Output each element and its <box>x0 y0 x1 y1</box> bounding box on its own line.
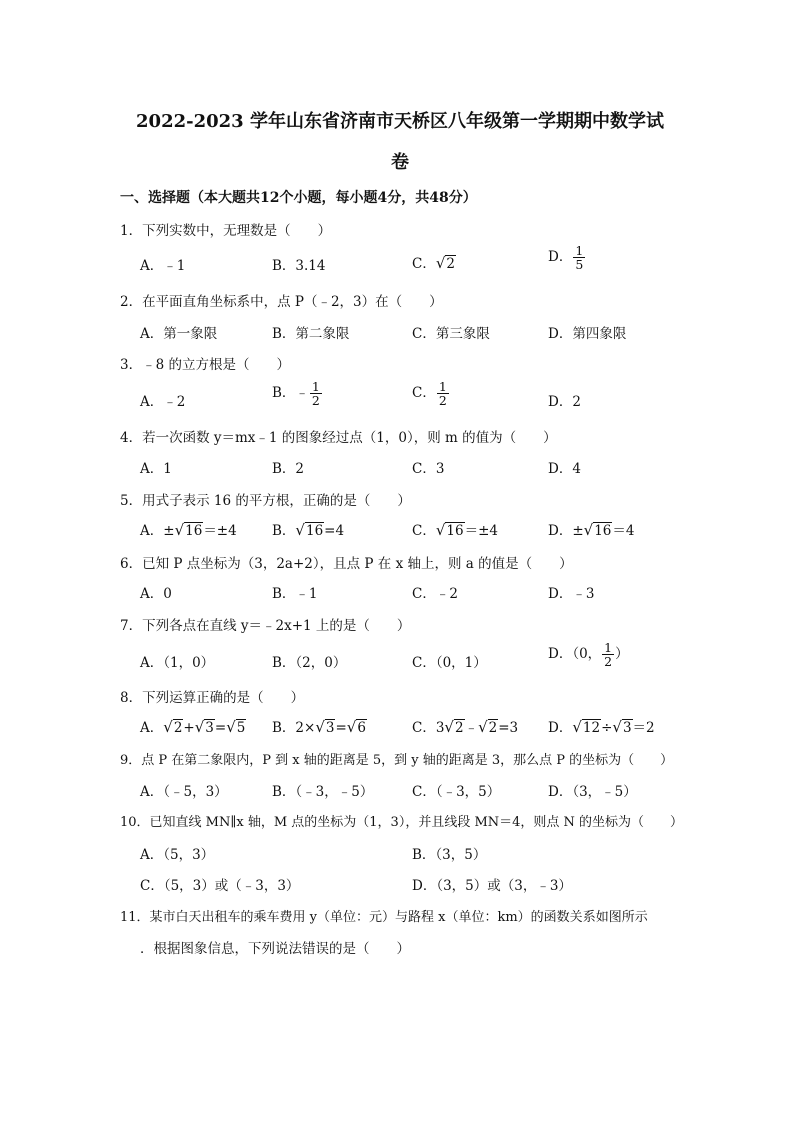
sqrt-symbol: √3 <box>315 718 335 736</box>
question-3: 3．﹣8 的立方根是（ ） <box>120 357 290 373</box>
sqrt-symbol: √2 <box>444 718 464 736</box>
q1-option-c: C．√2 <box>412 254 455 272</box>
q3-option-b: B．﹣ $\frac{1}{2}$ <box>272 379 320 409</box>
q6-option-a: A．0 <box>140 586 172 602</box>
question-8: 8．下列运算正确的是（ ） <box>120 690 305 706</box>
sqrt-symbol: √12 <box>572 718 601 736</box>
question-9: 9．点 P 在第二象限内，P 到 x 轴的距离是 5，到 y 轴的距离是 3，那么点 P 的坐标为（ ） <box>120 753 674 768</box>
q9-option-b: B．（﹣3，﹣5） <box>272 784 374 800</box>
page-title: 2022-2023 学年山东省济南市天桥区八年级第一学期期中数学试 <box>136 111 664 132</box>
question-10: 10．已知直线 MN∥x 轴，M 点的坐标为（1，3），并且线段 MN＝4，则点 N 的坐标为（ ） <box>120 815 684 830</box>
q8-option-b: B．2×√3=√6 <box>272 718 366 736</box>
sqrt-symbol: √16 <box>295 521 324 539</box>
q4-option-c: C．3 <box>412 461 445 477</box>
q7-option-d: D．（0， $\frac{1}{2}$ ） <box>548 640 629 670</box>
q7-option-b: B．（2，0） <box>272 655 347 671</box>
q6-option-c: C．﹣2 <box>412 586 458 602</box>
sqrt-symbol: √3 <box>612 718 632 736</box>
q6-option-b: B．﹣1 <box>272 586 318 602</box>
sqrt-symbol: √2 <box>435 254 455 272</box>
fraction: $\frac{1}{2}$ <box>311 379 320 409</box>
q7-option-c: C．（0，1） <box>412 655 487 671</box>
q2-option-d: D．第四象限 <box>548 326 627 342</box>
sqrt-symbol: √3 <box>194 718 214 736</box>
question-6: 6．已知 P 点坐标为（3，2a+2），且点 P 在 x 轴上，则 a 的值是（ ） <box>120 556 573 572</box>
q8-option-a: A．√2+√3=√5 <box>140 718 246 736</box>
q4-option-a: A．1 <box>140 461 172 477</box>
sqrt-symbol: √6 <box>346 718 366 736</box>
section-heading: 一、选择题（本大题共12个小题，每小题4分，共48分） <box>120 190 477 206</box>
q3-option-a: A．﹣2 <box>140 394 186 410</box>
q5-option-b: B．√16=4 <box>272 521 345 539</box>
q4-option-d: D．4 <box>548 461 581 477</box>
q8-option-d: D．√12÷√3＝2 <box>548 718 655 736</box>
q10-option-a: A．（5，3） <box>140 847 215 863</box>
fraction: $\frac{1}{2}$ <box>438 379 447 409</box>
sqrt-symbol: √16 <box>174 521 203 539</box>
q1-option-d: D． $\frac{1}{5}$ <box>548 243 584 273</box>
fraction: $\frac{1}{5}$ <box>575 243 584 273</box>
question-4: 4．若一次函数 y＝mx﹣1 的图象经过点（1，0），则 m 的值为（ ） <box>120 430 557 446</box>
q2-option-a: A．第一象限 <box>140 326 218 342</box>
sqrt-symbol: √16 <box>435 521 464 539</box>
q2-option-b: B．第二象限 <box>272 326 350 342</box>
question-1: 1．下列实数中，无理数是（ ） <box>120 223 332 239</box>
q10-option-c: C．（5，3）或（﹣3，3） <box>140 878 300 894</box>
q9-option-a: A．（﹣5，3） <box>140 784 228 800</box>
q9-option-c: C．（﹣3，5） <box>412 784 501 800</box>
sqrt-symbol: √16 <box>583 521 612 539</box>
q1-option-b: B．3.14 <box>272 258 326 274</box>
q5-option-c: C．√16＝±4 <box>412 521 498 539</box>
question-2: 2．在平面直角坐标系中，点 P（﹣2，3）在（ ） <box>120 294 443 310</box>
q5-option-a: A．±√16＝±4 <box>140 521 237 539</box>
sqrt-symbol: √5 <box>226 718 246 736</box>
page-title-continued: 卷 <box>391 152 409 173</box>
sqrt-symbol: √2 <box>163 718 183 736</box>
question-11: 11．某市白天出租车的乘车费用 y（单位：元）与路程 x（单位：km）的函数关系如图所示 <box>120 910 648 925</box>
q6-option-d: D．﹣3 <box>548 586 595 602</box>
q5-option-d: D．±√16＝4 <box>548 521 635 539</box>
fraction: $\frac{1}{2}$ <box>604 640 613 670</box>
question-11-continued: ．根据图象信息，下列说法错误的是（ ） <box>140 941 410 957</box>
q7-option-a: A．（1，0） <box>140 655 215 671</box>
question-7: 7．下列各点在直线 y＝﹣2x+1 上的是（ ） <box>120 618 411 634</box>
q4-option-b: B．2 <box>272 461 305 477</box>
question-5: 5．用式子表示 16 的平方根，正确的是（ ） <box>120 493 411 509</box>
q3-option-d: D．2 <box>548 394 581 410</box>
q3-option-c: C． $\frac{1}{2}$ <box>412 379 447 409</box>
q10-option-b: B．（3，5） <box>412 847 487 863</box>
q8-option-c: C．3√2﹣√2=3 <box>412 718 519 736</box>
q1-option-a: A．﹣1 <box>140 258 186 274</box>
q9-option-d: D．（3，﹣5） <box>548 784 637 800</box>
q2-option-c: C．第三象限 <box>412 326 490 342</box>
sqrt-symbol: √2 <box>478 718 498 736</box>
q10-option-d: D．（3，5）或（3，﹣3） <box>412 878 572 894</box>
